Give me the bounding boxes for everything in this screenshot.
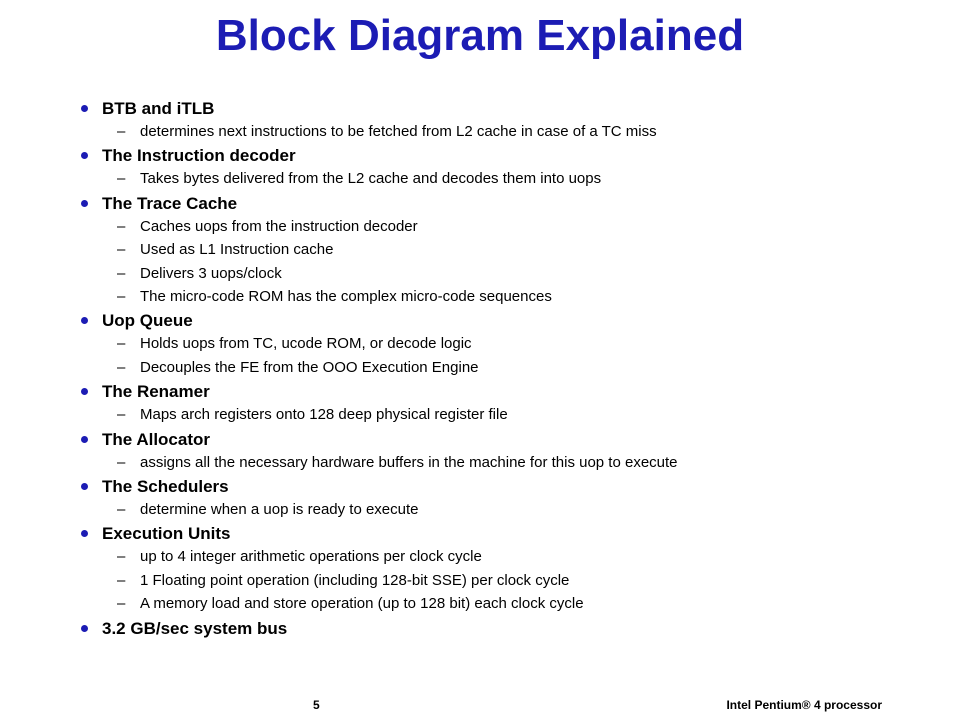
- bullet-system-bus: 3.2 GB/sec system bus: [78, 618, 938, 640]
- bullet-execution-units: Execution Units: [78, 523, 938, 545]
- page-number: 5: [313, 698, 320, 712]
- sub-bullet: – Decouples the FE from the OOO Execution Engine: [78, 356, 938, 379]
- sub-bullet: – determines next instructions to be fetched from L2 cache in case of a TC miss: [78, 120, 938, 143]
- bullet-trace-cache: The Trace Cache: [78, 193, 938, 215]
- bullet-list: [78, 96, 938, 640]
- bullet-instruction-decoder: The Instruction decoder: [78, 145, 938, 167]
- footer-title: Intel Pentium® 4 processor: [726, 698, 882, 712]
- bullet-renamer: The Renamer: [78, 381, 938, 403]
- sub-bullet: – 1 Floating point operation (including 128-bit SSE) per clock cycle: [78, 569, 938, 592]
- sub-bullet: – up to 4 integer arithmetic operations per clock cycle: [78, 545, 938, 568]
- bullet-uop-queue: Uop Queue: [78, 310, 938, 332]
- sub-bullet: – Maps arch registers onto 128 deep physical register file: [78, 403, 938, 426]
- bullet-allocator: The Allocator: [78, 429, 938, 451]
- slide-title: Block Diagram Explained: [215, 11, 745, 60]
- sub-bullet: – Holds uops from TC, ucode ROM, or decode logic: [78, 332, 938, 355]
- sub-bullet: – A memory load and store operation (up to 128 bit) each clock cycle: [78, 592, 938, 615]
- bullet-btb-itlb: BTB and iTLB: [78, 98, 938, 120]
- sub-bullet: – The micro-code ROM has the complex micro-code sequences: [78, 285, 938, 308]
- sub-bullet: – Caches uops from the instruction decoder: [78, 215, 938, 238]
- sub-bullet: – assigns all the necessary hardware buffers in the machine for this uop to execute: [78, 451, 938, 474]
- sub-bullet: – determine when a uop is ready to execute: [78, 498, 938, 521]
- sub-bullet: – Used as L1 Instruction cache: [78, 238, 938, 261]
- sub-bullet: – Takes bytes delivered from the L2 cache and decodes them into uops: [78, 167, 938, 190]
- bullet-schedulers: The Schedulers: [78, 476, 938, 498]
- sub-bullet: – Delivers 3 uops/clock: [78, 262, 938, 285]
